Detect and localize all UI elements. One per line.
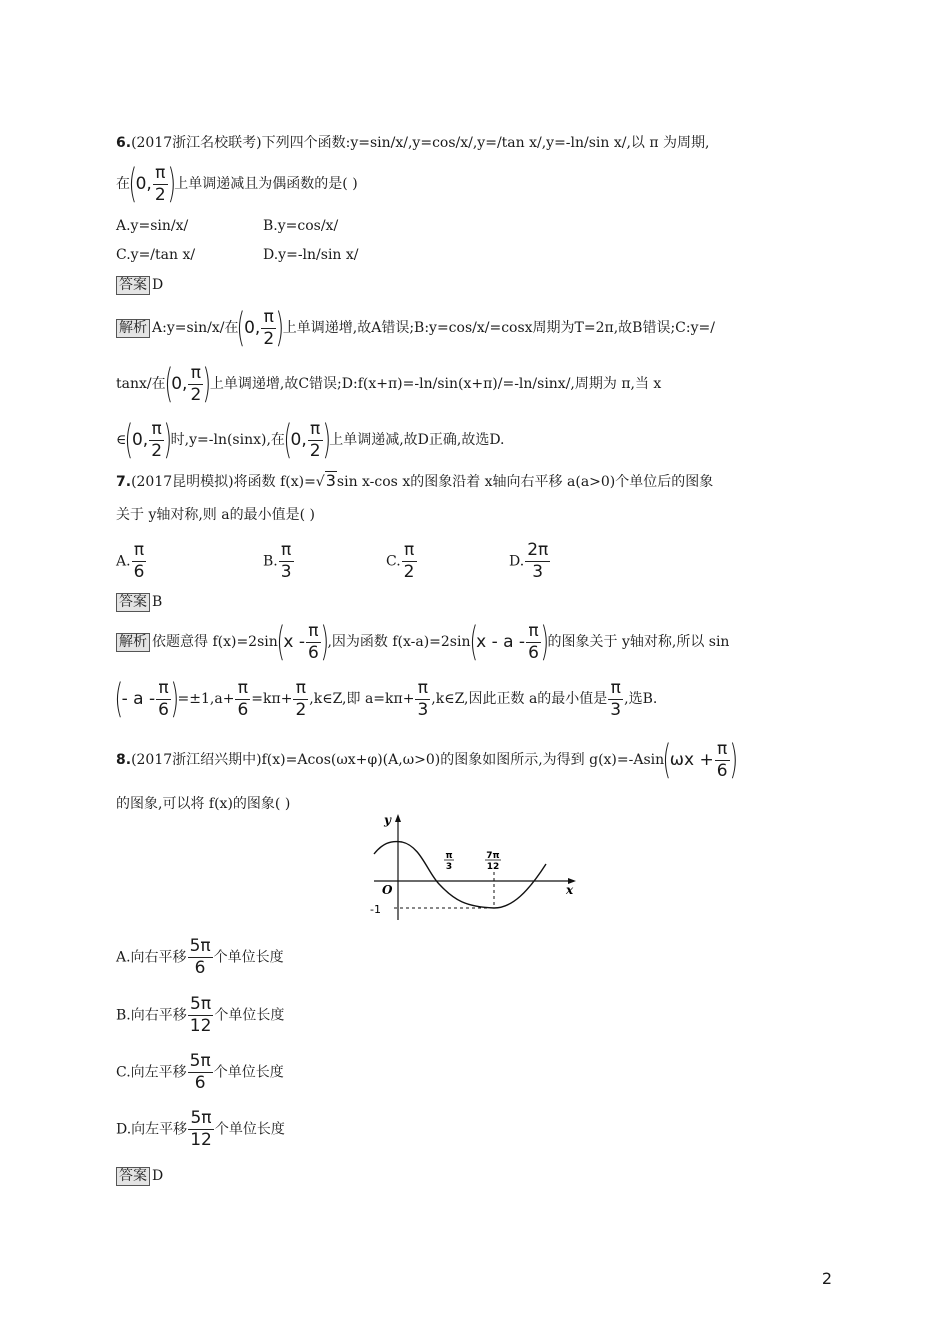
paren-left: ( — [164, 361, 173, 407]
q8-option-b[interactable] — [116, 994, 284, 1037]
answer-tag: 答案 — [116, 593, 150, 612]
option-text: 个单位长度 — [213, 1064, 284, 1081]
answer-tag: 答案 — [116, 276, 150, 295]
analysis-text: ∈ — [116, 432, 127, 448]
tick2-num: 7π — [486, 851, 500, 861]
q6-analysis-line2 — [116, 362, 661, 406]
curve — [374, 842, 546, 909]
q7-number: 7. — [116, 474, 132, 490]
q6-analysis-line3 — [116, 418, 505, 462]
sqrt-sign: √ — [315, 474, 325, 490]
fraction — [415, 678, 430, 721]
analysis-text: 依题意得 f(x)=2sin — [152, 634, 278, 650]
q6-option-a[interactable]: A.y=sin/x/ — [116, 218, 189, 234]
paren-left: ( — [662, 737, 672, 783]
fraction-num: π — [293, 678, 308, 700]
fraction — [715, 739, 730, 782]
fraction-num: π — [235, 678, 250, 700]
analysis-text: 上单调递增,故A错误;B:y=cos/x/=cosx周期为T=2π,故B错误;C:y=/ — [282, 320, 715, 336]
interval-left: 0, — [135, 174, 152, 194]
fraction — [153, 163, 168, 206]
option-text: 个单位长度 — [214, 1121, 285, 1138]
tick1-den: 3 — [445, 862, 453, 872]
option-text: 个单位长度 — [213, 949, 284, 966]
page-number: 2 — [821, 1269, 832, 1288]
fraction — [261, 307, 276, 350]
q6-stem-line1 — [116, 133, 709, 153]
interval-left: 0, — [290, 430, 307, 450]
ymin-label: -1 — [370, 903, 381, 916]
fraction-den: 6 — [133, 562, 145, 582]
q8-option-c[interactable] — [116, 1051, 284, 1094]
analysis-text: ,k∈Z,即 a=kπ+ — [309, 691, 415, 707]
y-axis-arrow — [395, 814, 401, 822]
fraction-den: 2 — [151, 440, 163, 461]
analysis-text: =kπ+ — [251, 691, 293, 707]
fraction — [149, 419, 164, 462]
fraction-den: 6 — [237, 699, 249, 720]
option-text: 个单位长度 — [214, 1007, 285, 1024]
origin-label: O — [382, 883, 393, 897]
fraction-num: π — [306, 621, 321, 643]
option-text: B.向右平移 — [116, 1007, 187, 1024]
q7-stem-line1 — [116, 471, 713, 492]
fraction-num: 2π — [527, 540, 549, 560]
tick2-den: 12 — [486, 862, 500, 872]
fraction-den: 2 — [403, 562, 415, 582]
q6-analysis-line1 — [116, 306, 715, 350]
analysis-text: =±1,a+ — [177, 691, 235, 707]
fraction-den: 2 — [295, 699, 307, 720]
interval-left: 0, — [131, 430, 149, 450]
q7-option-b[interactable] — [263, 540, 295, 583]
fraction — [132, 540, 147, 583]
analysis-text: 上单调递增,故C错误;D:f(x+π)=-ln/sin(x+π)/=-ln/sinx/,周期为 π,当 x — [209, 376, 662, 392]
fraction — [293, 678, 308, 721]
fraction — [279, 540, 294, 583]
paren-right: ) — [322, 417, 331, 463]
analysis-text: A:y=sin/x/在 — [152, 320, 239, 336]
paren-right: ) — [170, 676, 180, 722]
option-label: B. — [263, 553, 278, 570]
sqrt-radicand: 3 — [325, 471, 336, 490]
paren-left: ( — [469, 619, 478, 665]
q6-option-c[interactable]: C.y=/tan x/ — [116, 247, 196, 263]
tick1-num: π — [445, 851, 453, 861]
q6-stem-suffix: 上单调递减且为偶函数的是( ) — [174, 176, 358, 192]
answer-value: B — [152, 594, 163, 610]
q7-option-c[interactable] — [386, 540, 418, 583]
fraction-den: 2 — [263, 328, 275, 349]
paren-left: ( — [236, 305, 246, 351]
fraction — [188, 936, 213, 979]
analysis-text: ,k∈Z,因此正数 a的最小值是 — [431, 691, 608, 707]
q6-option-d[interactable]: D.y=-ln/sin x/ — [263, 247, 359, 263]
fraction-num: π — [261, 307, 276, 329]
fraction-num: 5π — [188, 994, 214, 1016]
fraction — [188, 363, 203, 406]
analysis-text: tanx/在 — [116, 376, 166, 392]
paren-right: ) — [275, 305, 285, 351]
analysis-tag: 解析 — [116, 319, 150, 338]
q7-stem-line2: 关于 y轴对称,则 a的最小值是( ) — [116, 507, 315, 523]
answer-tag: 答案 — [116, 1167, 150, 1186]
analysis-text: ,选B. — [624, 691, 658, 707]
option-text: C.向左平移 — [116, 1064, 187, 1081]
paren-right: ) — [163, 417, 173, 463]
expr: x - a - — [476, 632, 526, 652]
fraction — [188, 1051, 213, 1094]
option-label: D. — [509, 553, 525, 570]
fraction — [525, 540, 550, 583]
expr: - a - — [121, 689, 156, 709]
q7-stem-text: (2017昆明模拟)将函数 f(x)= — [131, 474, 316, 490]
fraction-den: 6 — [308, 642, 319, 663]
interval-left: 0, — [171, 374, 188, 394]
q7-option-a[interactable] — [116, 540, 147, 583]
answer-value: D — [152, 277, 164, 293]
fraction — [235, 678, 250, 721]
q6-stem-prefix: 在 — [116, 176, 130, 192]
x-label: x — [566, 883, 574, 897]
fraction-num: π — [526, 621, 541, 643]
q7-analysis-line2 — [116, 677, 657, 721]
fraction-den: 3 — [280, 562, 292, 582]
fraction-den: 12 — [189, 1016, 212, 1036]
q6-stem-line2 — [116, 162, 358, 206]
fraction-num: π — [308, 419, 323, 441]
q8-stem-text: (2017浙江绍兴期中)f(x)=Acos(ωx+φ)(A,ω>0)的图象如图所示,为得到 g(x)=-Asin — [131, 752, 665, 768]
fraction — [306, 621, 321, 664]
q6-number: 6. — [116, 135, 132, 151]
paren-right: ) — [167, 161, 176, 207]
q8-option-a[interactable] — [116, 936, 284, 979]
answer-value: D — [152, 1168, 164, 1184]
fraction — [308, 419, 323, 462]
fraction-num: 5π — [189, 1051, 211, 1071]
fraction-den: 6 — [528, 642, 539, 663]
fraction-num: π — [608, 678, 623, 700]
q8-option-d[interactable] — [116, 1108, 285, 1151]
interval-left: 0, — [244, 318, 261, 338]
paren-left: ( — [276, 619, 285, 665]
fraction-num: π — [156, 678, 171, 700]
fraction-num: π — [132, 540, 147, 562]
y-label: y — [384, 813, 391, 827]
q8-answer — [116, 1166, 163, 1186]
q6-answer — [116, 275, 163, 295]
option-label: C. — [386, 553, 401, 570]
q7-answer — [116, 592, 162, 612]
fraction-den: 12 — [190, 1130, 212, 1150]
fraction — [608, 678, 623, 721]
fraction — [156, 678, 171, 721]
q6-option-b[interactable]: B.y=cos/x/ — [263, 218, 339, 234]
q6-stem-text: (2017浙江名校联考)下列四个函数:y=sin/x/,y=cos/x/,y=/tan x/,y=-ln/sin x/,以 π 为周期, — [131, 135, 710, 151]
analysis-text: ,因为函数 f(x-a)=2sin — [327, 634, 471, 650]
fraction-num: π — [715, 739, 730, 761]
analysis-tag: 解析 — [116, 633, 150, 652]
fraction — [188, 1108, 214, 1151]
paren-right: ) — [320, 619, 329, 665]
fraction-den: 2 — [190, 384, 202, 405]
q7-stem-text: sin x-cos x的图象沿着 x轴向右平移 a(a>0)个单位后的图象 — [336, 474, 714, 490]
expr: x - — [283, 632, 305, 652]
paren-left: ( — [283, 417, 293, 463]
paren-right: ) — [540, 619, 550, 665]
option-text: D.向左平移 — [116, 1121, 188, 1138]
fraction — [402, 540, 417, 583]
paren-left: ( — [124, 417, 134, 463]
expr: ωx + — [669, 750, 714, 770]
fraction-den: 3 — [417, 699, 429, 720]
fraction-num: 5π — [189, 936, 211, 956]
q8-stem-line1 — [116, 738, 736, 782]
fraction-num: π — [279, 540, 294, 562]
analysis-text: 时,y=-ln(sinx),在 — [170, 432, 285, 448]
fraction — [188, 994, 214, 1037]
cosine-graph — [366, 812, 586, 924]
option-label: A. — [116, 553, 131, 570]
fraction-den: 3 — [610, 699, 622, 720]
fraction-num: π — [153, 163, 168, 185]
q8-number: 8. — [116, 752, 132, 768]
paren-right: ) — [202, 361, 212, 407]
fraction-den: 3 — [532, 562, 544, 582]
q8-stem-line2: 的图象,可以将 f(x)的图象( ) — [116, 796, 291, 812]
fraction-num: π — [149, 419, 164, 441]
fraction-num: π — [188, 363, 203, 385]
paren-right: ) — [729, 737, 738, 783]
q7-option-d[interactable] — [509, 540, 551, 583]
q7-analysis-line1 — [116, 620, 729, 664]
analysis-text: 的图象关于 y轴对称,所以 sin — [547, 634, 730, 650]
fraction-num: π — [415, 678, 430, 700]
analysis-text: 上单调递减,故D正确,故选D. — [329, 432, 505, 448]
fraction-den: 6 — [194, 1073, 206, 1093]
paren-left: ( — [128, 161, 138, 207]
fraction-num: 5π — [188, 1108, 214, 1130]
fraction-den: 2 — [154, 184, 166, 205]
paren-left: ( — [114, 676, 124, 722]
fraction-num: π — [402, 540, 417, 562]
option-text: A.向右平移 — [116, 949, 187, 966]
fraction-den: 6 — [158, 699, 169, 720]
fraction — [526, 621, 541, 664]
fraction-den: 6 — [716, 760, 728, 781]
fraction-den: 6 — [194, 958, 206, 978]
fraction-den: 2 — [309, 440, 321, 461]
